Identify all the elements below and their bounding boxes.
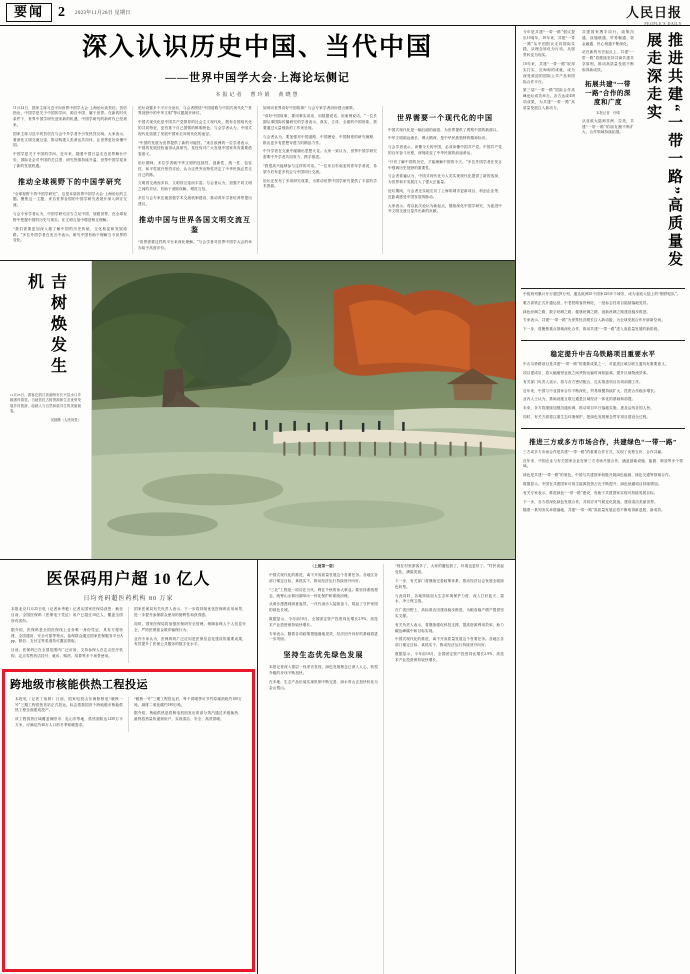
mid-article-title: 医保码用户超 10 亿人: [46, 571, 211, 589]
paragraph: 论坛设置多个平行分论坛，与会者围绕“中国道路与中国式现代化”“世界视野中的中华文明”等议题展开研讨。: [138, 105, 252, 116]
brand-subtitle: PEOPLE'S DAILY: [644, 21, 682, 26]
paragraph: 有关部门负责人表示，将与各方密切配合，扎实推进项目各项前期工作。: [523, 379, 643, 384]
issue-date: 2023年11月26日 星期日: [75, 11, 131, 16]
paragraph: “我很高兴能够参与这样的对话。”一位来自东南亚的青年学者说，希望今后有更多机会与中国同行交流。: [263, 164, 377, 174]
paragraph: “世界需要这样的平台来深化理解。”与会学者对世界中国学大会的举办给予高度评价。: [138, 239, 252, 250]
paragraph: 近年来，中国企业与有关国家企业在第三方市场开展合作，涵盖基础设施、能源、制造等多个领域。: [523, 458, 683, 469]
paragraph: 在广袤田野上，高标准农田建设稳步推进，为粮食稳产增产提供坚实支撑。: [395, 608, 504, 618]
paragraph: 同时，有关方面将注重生态环境保护，把绿色发展理念贯穿项目建设全过程。: [523, 414, 651, 419]
paragraph: 中国式现代化是一幅壮丽的画卷，为世界提供了观察中国的新窗口。: [388, 127, 501, 132]
paragraph: 从黄沙漫漫到绿意盎然，一代代治沙人接续奋斗，筑起了守护家园的绿色长城。: [269, 602, 378, 613]
paragraph: 下一步，有关部门将继续完善政策体系，推动经济社会发展全面绿色转型。: [395, 578, 504, 589]
section-subhead: 世界需要一个现代化的中国: [397, 113, 493, 122]
paragraph: “中国的发展为世界提供了新的可能性。”来自欧洲的一位学者表示，中国的发展经验值得认真研究，其经验对广大发展中国家具有重要借鉴意义。: [138, 140, 252, 157]
article-column: [129, 607, 251, 663]
paragraph: 10年来，共建“一带一路”取得实打实、沉甸甸的成就，成为深受欢迎的国际公共产品和国际合作平台。: [523, 62, 575, 84]
paragraph: 11月24日，国家主席习近平向世界中国学大会·上海论坛致贺信。贺信指出，中国学是关于中国的学问，源自中国、属于世界。在新的时代条件下，世界中国学研究迎来新的机遇，中国学研究的新时代已经到来。: [13, 105, 127, 127]
rail-lead-block: [521, 30, 685, 289]
rail-section: [521, 289, 685, 341]
paragraph: 中国式现代化的推进，离不开高质量发展这个首要任务。各地区各部门锚定目标，真抓实干，推动经济运行持续回升向好。: [395, 637, 504, 648]
masthead: [0, 0, 690, 26]
page-number: 2: [58, 4, 66, 20]
paragraph: 有关负责人表示，将继续强化科技支撑，提高资源利用效率，助力碳达峰碳中和目标实现。: [395, 622, 504, 633]
paragraph: 该工程供热区域覆盖海阳市、乳山市等地，供热面积达1250万平方米，可满足约40万人口的冬季取暖需求。: [15, 717, 123, 728]
article-column: [129, 697, 247, 732]
rail-title: 推进共建“一带一路”高质量发展走深走实: [645, 32, 682, 269]
paragraph: 从亚欧大陆到非洲、拉美，共建“一带一路”的朋友圈不断扩大，合作领域持续拓展。: [582, 118, 634, 135]
continuation-note: （上接第一版）: [310, 564, 337, 569]
article-column: [580, 30, 636, 284]
rail-lead-text: [521, 30, 639, 284]
paragraph: 本报记者深入基层一线采访发现，绿色发展理念已深入人心，转型升级的步伐不断加快。: [269, 665, 378, 676]
paragraph: 如何向世界讲好中国故事？与会专家学者纷纷建言献策。: [263, 105, 357, 110]
section-subhead: 推进三方或多方市场合作，共建绿色“一带一路”: [529, 438, 677, 446]
paragraph: 与会专家学者认为，中国学研究应当立足中国、放眼世界，在全球视野中把握中国的历史与现实，在文明互鉴中增进相互理解。: [13, 212, 127, 222]
paragraph: 国家医保局有关负责人表示，下一步将持续优化医保码应用场景，进一步提升参保群众使用的便利性和获得感。: [134, 607, 246, 618]
lead-headline-block: [0, 26, 515, 102]
article-column: [10, 697, 129, 732]
mid-article-subtitle: 日均亮码超医药机构 80 万家: [83, 596, 174, 603]
section-label: 要闻: [6, 3, 52, 21]
paragraph: 论坛期间，与会者还实地走访了上海的城市更新项目、科创企业等，近距离感受中国发展的脉动。: [388, 189, 502, 199]
paragraph: 多位与会专家还就加强学术交流机制建设、推动青年学者培养等提出建议。: [138, 196, 252, 206]
article-column: [521, 292, 685, 336]
byline: 本报记者 许晴: [596, 110, 620, 115]
paragraph: 中华文明源远流长、博大精深，是中华民族独特的精神标识。: [388, 136, 490, 141]
article-column: [521, 362, 685, 424]
highlight-box: [2, 669, 255, 972]
paragraph: 专家表示，随着各项政策措施落地见效，经济回升向好的基础将进一步巩固。: [269, 631, 378, 642]
paragraph: 数据显示，今年前10月，全国固定资产投资同比增长2.9%，高技术产业投资保持较快增长。: [269, 617, 378, 627]
highlight-title: 跨地级市核能供热工程投运: [10, 678, 148, 691]
rail-section: [521, 341, 685, 429]
paragraph: 下一步，将聚焦重点领域深化合作，推动共建“一带一路”进入高质量发展的新阶段。: [523, 327, 662, 332]
paragraph: 与此同时，各地持续加大生态环境保护力度，深入打好蓝天、碧水、净土保卫战。: [395, 593, 504, 604]
paragraph: 国家主席习近平的贺信在与会中外学者中引发热烈反响。大家表示，要深化文明交流互鉴，推动构建人类命运共同体，让世界更好读懂中国。: [13, 131, 127, 148]
feature-photo: [92, 261, 515, 559]
section-subhead: 推动中国与世界各国文明交流互鉴: [139, 215, 251, 234]
paragraph: “暖核一号”三期工程投运后，每个供暖季可节约原煤消耗约100万吨，减排二氧化碳约180万吨。: [134, 696, 242, 707]
paragraph: 论坛还发布了多项研究成果，为推动世界中国学研究提供了丰富的学术资源。: [263, 178, 377, 189]
article-column: [383, 106, 507, 255]
paragraph: 据介绍，核能供热是将核电机组发出的部分蒸汽通过多级换热，最终将热量传递到用户，实现清洁、安全、高效供暖。: [134, 711, 242, 722]
article-column: [264, 564, 384, 974]
paragraph: 专家表示，共建“一带一路”为世界经济增长注入新动能，为全球发展合作开辟新空间。: [523, 318, 666, 323]
paragraph: 中吉乌铁路项目是共建“一带一路”的重要成果之一，对促进区域互联互通具有重要意义。: [523, 362, 669, 367]
photo-illustration: [92, 261, 515, 559]
article-column: [390, 564, 509, 974]
brand: [626, 2, 682, 26]
paragraph: 本报北京11月25日电（记者孙秀艳）记者从国家医保局获悉：截至目前，全国医保码（医保电子凭证）用户已超过10亿人，覆盖全国所有省份。: [11, 607, 123, 623]
photo-caption: 11月25日，游客在浙江省湖州市长兴县水口乡顾渚村游览。当地依托古树资源和生态优势发展乡村旅游，绘就人与自然和谐共生的美丽画卷。: [10, 393, 81, 413]
main-zone: [0, 26, 516, 974]
paragraph: 数据显示，中国在共建国家可再生能源投资占比不断提升，绿色低碳项目持续增加。: [523, 482, 662, 486]
article-column: [258, 106, 383, 255]
paragraph: “只有了解中国的历史，才能理解中国的今天。”多位外国学者在发言中强调历史视野的重要性。: [388, 159, 502, 170]
paragraph: 共建国家携手同行，政策沟通、设施联通、贸易畅通、资金融通、民心相通不断深化。: [582, 30, 634, 46]
paragraph: 第三届“一带一路”国际合作高峰论坛成功举办，各方达成458项成果，为共建“一带一路”高质量发展注入新动力。: [523, 88, 575, 110]
photo-feature-side: [0, 261, 92, 559]
photo-feature: [0, 260, 515, 560]
paragraph: 与会者普遍认为，中国式现代化为人类实现现代化提供了新的选择，为世界和平发展注入了强大正能量。: [388, 174, 502, 185]
paragraph: 据介绍，医保码是全国医保线上业务唯一身份凭证，具有方便快捷、全国通用、安全可靠等特点。参保群众通过国家医保服务平台App、微信、支付宝等渠道均可激活领取。: [11, 627, 123, 644]
brand-name: 人民日报: [625, 5, 682, 20]
paragraph: 大家表示，将以此次论坛为新起点，继续深化中国学研究，为促进中外文明交流互鉴作出新的贡献。: [388, 203, 502, 214]
lower-left-column: [0, 560, 258, 974]
paragraph: 同时，国家医保局将加强医保码安全管理，保障参保人个人信息安全，严防医保基金欺诈骗保行为。: [134, 621, 246, 632]
photo-credit: 吴拯摄（人民视觉）: [50, 417, 81, 422]
article-column: [133, 106, 258, 255]
paragraph: 本报电（记者丁怡婷）日前，国家电投山东海阳核电“暖核一号”三期工程供热首站正式投运，标志着我国首个跨地级市核能供热工程全面建成投产。: [15, 696, 123, 713]
paragraph: “讲好中国故事，要用事实说话、用数据说话、用案例说话。”一位长期从事国际传播研究的学者表示，真实、立体、全面的中国形象，需要通过大量细致的工作来呈现。: [263, 114, 377, 130]
subtitle: ——世界中国学大会·上海论坛侧记: [165, 71, 350, 84]
article-column: [6, 607, 129, 663]
paragraph: 中国学是关于中国的学问。近年来，随着中国日益走近世界舞台中央，国际社会对中国的关注度、研究热情持续升温，世界中国学迎来了新的发展机遇。: [13, 152, 127, 168]
paragraph: 未来，各方将继续加强沟通协调，推动项目早日落地实施，惠及沿线各国人民。: [523, 406, 655, 411]
paragraph: 在多地，生态产品价值实现机制不断完善，绿水青山正加快转化为金山银山。: [269, 679, 378, 690]
lower-section: [0, 560, 515, 974]
paragraph: 项目建成后，将大幅缩短亚欧之间货物运输时间和距离，提升区域物流效率。: [523, 370, 651, 375]
page-title: 深入认识历史中国、当代中国: [81, 34, 433, 61]
paragraph: 与会学者表示，读懂今天的中国，必须读懂中国共产党。中国共产党的百年奋斗历程，深刻改变了中华民族的前途命运。: [388, 145, 502, 155]
paragraph: 目前，医保码已在全国范围内广泛应用，支持参保人在定点医疗机构、定点零售药店挂号、就诊、购药、结算等多个场景使用。: [11, 648, 123, 658]
paragraph: 文明因交流而多彩，文明因互鉴而丰富。与会者认为，加强不同文明之间的对话，有助于消除误解、增进互信。: [138, 181, 252, 192]
paragraph: 中欧班列累计开行超过8万列，通达欧洲25个国家220多个城市，成为亚欧大陆上的“钢铁驼队”。: [523, 292, 681, 296]
article-column: [8, 106, 133, 255]
paragraph: 中外学者在交流中碰撞出思想火花。大家一致认为，世界中国学研究需要中外学者共同努力、携手推进。: [263, 149, 377, 160]
section-subhead: 稳定提升中吉乌铁路项目重要水平: [550, 351, 656, 359]
paragraph: 三方或多方市场合作是共建“一带一路”的重要合作方式，实现了优势互补、合作共赢。: [523, 449, 666, 454]
page-body: [0, 26, 690, 974]
paragraph: 论坛期间，多位学者就中华文明的连续性、创新性、统一性、包容性、和平性展开热烈讨论，认为这些突出特性决定了中华民族必然走自己的路。: [138, 161, 252, 177]
paragraph: “全球视野下的中国学研究”，这是本届世界中国学大会·上海论坛的主题。聚焦这一主题，来自世界各国的中国学研究者展开深入研讨交流。: [13, 191, 127, 208]
paragraph: 中国式现代化是中国共产党领导的社会主义现代化，既有各国现代化的共同特征，更有基于自己国情的鲜明特色。与会学者认为，中国式现代化拓展了发展中国家走向现代化的途径。: [138, 120, 252, 136]
paragraph: 中国式现代化的推进，离不开高质量发展这个首要任务。各地区各部门锚定目标，真抓实干，推动经济运行持续回升向好。: [269, 573, 378, 583]
photo-feature-title: 吉树焕发生机: [25, 273, 66, 379]
byline: 本报记者 曹玲娟 黄晓慧: [215, 92, 300, 98]
paragraph: 今年是共建“一带一路”倡议提出10周年。10年来，共建“一带一路”从中国倡议走向国际实践，从理念转化为行动，从愿景转变为现实。: [523, 30, 575, 58]
paragraph: 随着一系列务实举措落地，共建“一带一路”高质量发展必将不断取得新进展、新成效。: [523, 508, 666, 513]
mid-article-head: [0, 560, 257, 604]
section-subhead: 拓展共建“一带一路”合作的深度和广度: [585, 80, 631, 106]
lead-article-columns: [0, 102, 515, 255]
paragraph: 绿色丝绸之路、数字丝绸之路、健康丝绸之路、创新丝绸之路建设稳步推进。: [523, 309, 651, 314]
paragraph: 业内专家认为，医保码的广泛应用是医保信息化建设的重要成果，有效提升了医保公共服务的数字化水平。: [134, 636, 246, 647]
paragraph: “我们需要更加深入地了解中国的历史传统、文化积淀和发展道路。”多位外国学者在发言中表示，研究中国有助于理解当今世界的变化。: [13, 226, 127, 243]
article-column: [521, 30, 577, 284]
paragraph: 站在新的历史起点上，共建“一带一路”将继续坚持共商共建共享原则，推动高质量发展不断取得新成效。: [582, 50, 634, 72]
paragraph: 下一步，各方将深化绿色发展合作，共同应对气候变化挑战，建设清洁美丽世界。: [523, 499, 658, 504]
paragraph: 绿色是共建“一带一路”的底色。中国与共建国家积极开展绿色能源、绿色交通等领域合作。: [523, 473, 673, 478]
paragraph: 与会者认为，要加强对中国道路、中国理论、中国制度的研究阐释，推出更多有思想穿透力的精品力作。: [263, 134, 377, 145]
paragraph: “现在村里游客多了，大家的腰包鼓了，环境也更好了。”村民说起变化，满脸笑意。: [395, 564, 504, 575]
section-subhead: 推动全球视野下的中国学研究: [18, 177, 122, 186]
paragraph: 雅万高铁正式开通运营，中老铁路客货两旺，一批标志性项目陆续落地见效。: [523, 300, 651, 305]
paragraph: 数据显示，今年前10月，全国固定资产投资同比增长2.9%，高技术产业投资保持较快增长。: [395, 652, 504, 662]
right-rail: [516, 26, 690, 974]
section-subhead: 坚持生态优先绿色发展: [283, 651, 364, 660]
rail-section: [521, 429, 685, 522]
paragraph: 有关专家表示，推进绿色“一带一路”建设，有助于共建国家实现可持续发展目标。: [523, 490, 658, 495]
paragraph: 近年来，中国与中亚国家合作不断深化，贸易规模持续扩大，投资合作稳步增长。: [523, 388, 658, 393]
mid-article-columns: [0, 604, 257, 663]
paragraph: “三北”工程是一项功在当代、利在千秋的伟大事业。要坚持系统观念，统筹山水林田湖草沙一体化保护和系统治理。: [269, 587, 378, 598]
article-column: [521, 450, 685, 518]
lower-right-columns: [258, 560, 515, 974]
paragraph: 业内人士认为，基础设施互联互通是区域经济一体化的基础和前提。: [523, 397, 636, 402]
